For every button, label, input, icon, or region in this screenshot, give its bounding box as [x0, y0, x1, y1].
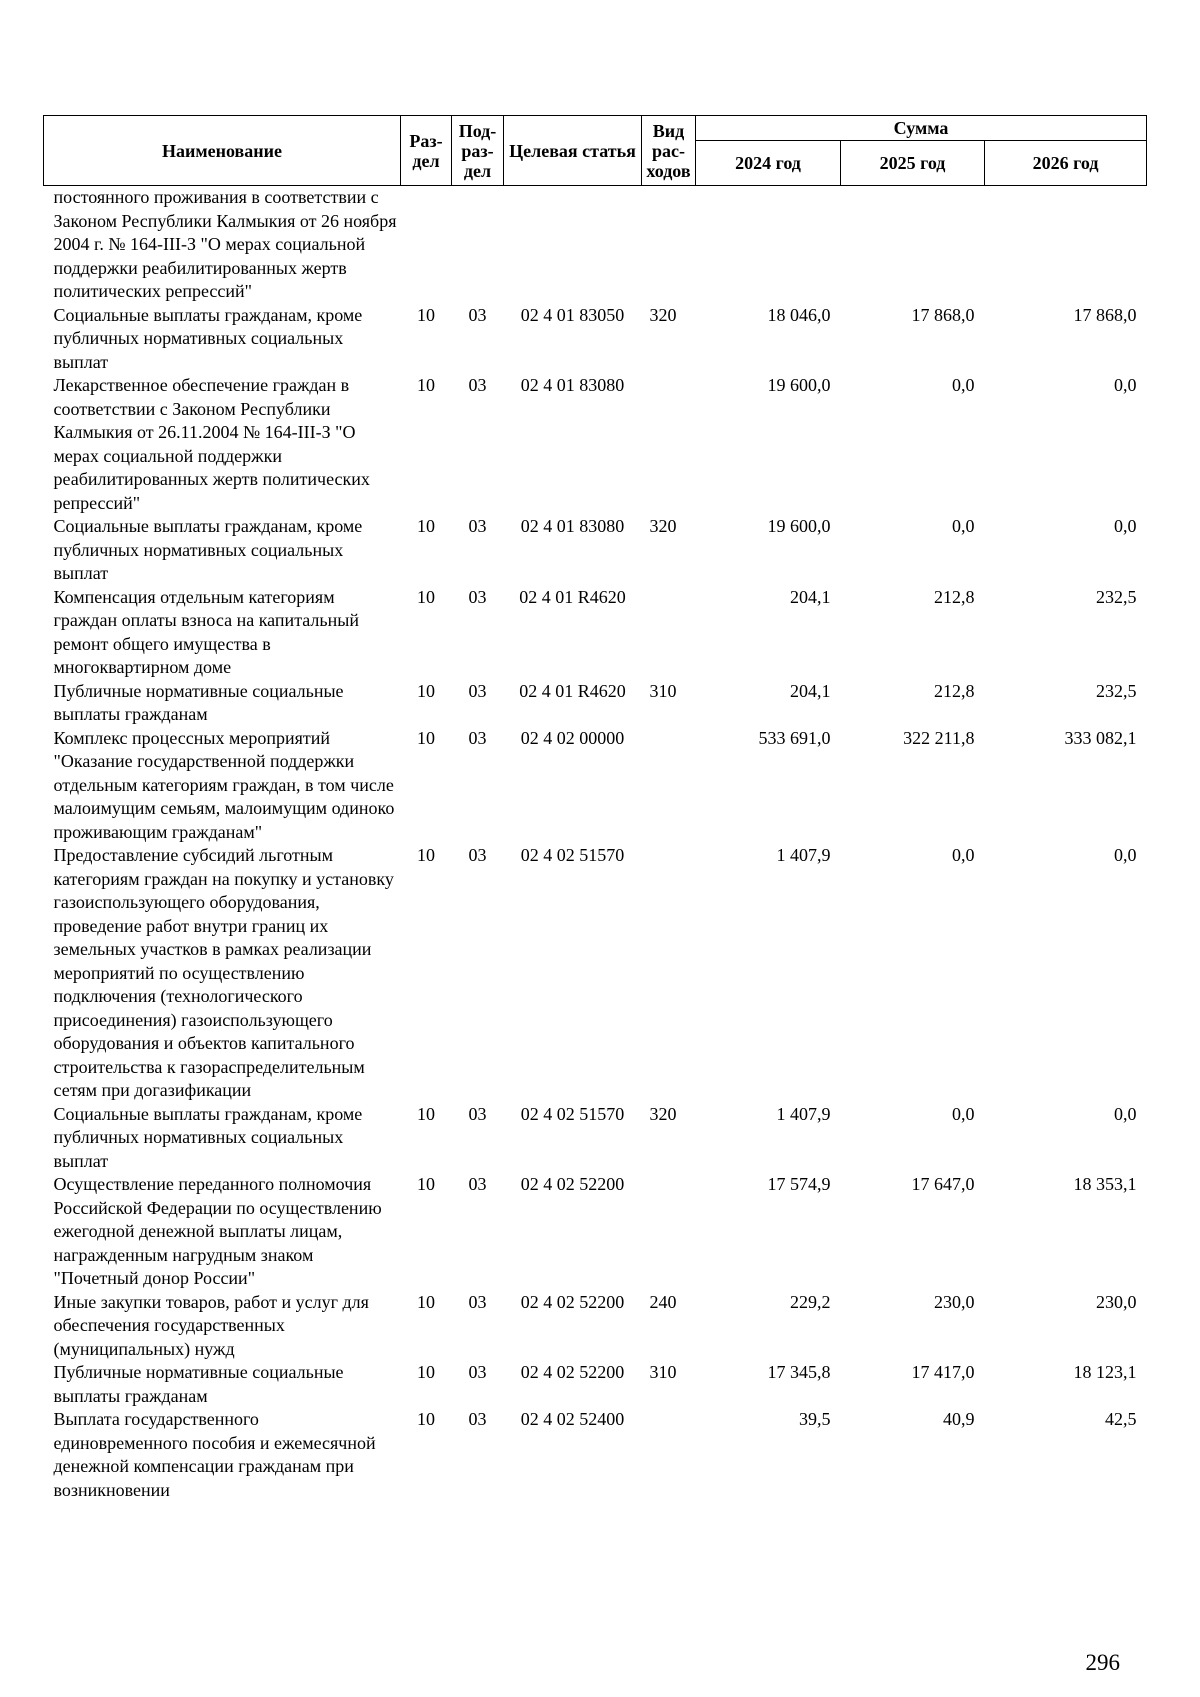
- table-row: [44, 844, 1147, 1103]
- row-sum-2024: 1 407,9: [776, 1103, 831, 1124]
- table-row: [44, 186, 1147, 304]
- row-name: Лекарственное обеспечение граждан в соответствии с Законом Республики Калмыкия от 26.11.2004 № 164-III-З "О мерах социальной поддержки реабилитированных жертв политических репрессий": [53, 375, 370, 513]
- row-sum-2025: 212,8: [934, 586, 975, 607]
- row-name: Иные закупки товаров, работ и услуг для обеспечения государственных (муниципальных) нужд: [53, 1291, 369, 1359]
- header-2026: 2026 год: [985, 141, 1147, 186]
- header-podrazdel: Под-раз-дел: [452, 116, 504, 186]
- row-vid: 320: [649, 516, 677, 536]
- row-celevaya: 02 4 02 52200: [520, 1362, 625, 1382]
- row-vid: [642, 1408, 696, 1502]
- row-sum-2026: 18 123,1: [1073, 1362, 1137, 1382]
- row-name: Осуществление переданного полномочия Российской Федерации по осуществлению ежегодной денежной выплаты лицам, награжденным нагрудным знаком "Почетный донор России": [53, 1174, 382, 1288]
- row-sum-2026: 230,0: [1096, 1291, 1137, 1312]
- row-razdel: [401, 186, 452, 304]
- row-sum-2024: 17 574,9: [767, 1174, 831, 1194]
- row-sum-2025: 0,0: [952, 375, 975, 395]
- row-vid: [642, 844, 696, 1103]
- row-sum-2025: 230,0: [934, 1291, 975, 1312]
- row-sum-2026: 0,0: [1114, 1103, 1137, 1124]
- row-razdel: 10: [417, 375, 435, 395]
- row-podrazdel: [452, 186, 504, 304]
- row-name: Публичные нормативные социальные выплаты гражданам: [53, 680, 344, 724]
- budget-table: [43, 115, 1147, 1502]
- row-name: Социальные выплаты гражданам, кроме публичных нормативных социальных выплат: [53, 1103, 363, 1171]
- row-sum-2024: 19 600,0: [767, 516, 831, 536]
- row-razdel: 10: [417, 680, 435, 701]
- table-row: [44, 1173, 1147, 1291]
- row-celevaya: [504, 186, 642, 304]
- row-celevaya: 02 4 02 52400: [520, 1409, 625, 1429]
- row-sum-2025: 17 647,0: [911, 1174, 975, 1194]
- row-name: Публичные нормативные социальные выплаты гражданам: [53, 1362, 344, 1406]
- row-sum-2026: 0,0: [1114, 845, 1137, 865]
- row-sum-2025: 0,0: [952, 1103, 975, 1124]
- row-sum-2025: [841, 186, 985, 304]
- table-row: [44, 727, 1147, 845]
- row-vid: 310: [649, 1362, 677, 1382]
- table-row: [44, 515, 1147, 586]
- row-celevaya: 02 4 01 83080: [520, 375, 625, 395]
- row-sum-2024: 1 407,9: [776, 845, 831, 865]
- table-row: [44, 304, 1147, 375]
- header-vid: Вид рас-ходов: [642, 116, 696, 186]
- row-sum-2024: 204,1: [790, 586, 831, 607]
- row-razdel: 10: [417, 1409, 435, 1429]
- row-sum-2024: 204,1: [790, 680, 831, 701]
- row-name: Социальные выплаты гражданам, кроме публичных нормативных социальных выплат: [53, 304, 363, 372]
- row-razdel: 10: [417, 516, 435, 536]
- row-podrazdel: 03: [468, 1174, 487, 1194]
- table-row: [44, 680, 1147, 727]
- row-celevaya: 02 4 01 83050: [520, 304, 625, 325]
- header-2024: 2024 год: [696, 141, 841, 186]
- row-podrazdel: 03: [468, 1409, 487, 1429]
- row-razdel: 10: [417, 1291, 435, 1312]
- row-vid: 310: [649, 680, 677, 701]
- row-sum-2024: 39,5: [799, 1409, 831, 1429]
- row-vid: 240: [649, 1291, 677, 1312]
- table-row: [44, 1291, 1147, 1362]
- header-name: Наименование: [44, 116, 401, 186]
- row-razdel: 10: [417, 845, 435, 865]
- row-sum-2026: 232,5: [1096, 586, 1137, 607]
- row-sum-2024: 533 691,0: [758, 727, 831, 748]
- row-vid: [642, 586, 696, 680]
- row-sum-2025: 17 417,0: [911, 1362, 975, 1382]
- row-razdel: 10: [417, 1174, 435, 1194]
- row-sum-2026: 0,0: [1114, 516, 1137, 536]
- row-vid: 320: [649, 304, 677, 325]
- row-podrazdel: 03: [468, 304, 487, 325]
- header-razdel: Раз-дел: [401, 116, 452, 186]
- row-celevaya: 02 4 02 51570: [520, 1103, 625, 1124]
- row-razdel: 10: [417, 1362, 435, 1382]
- table-row: [44, 1408, 1147, 1502]
- row-podrazdel: 03: [468, 727, 487, 748]
- row-sum-2024: 18 046,0: [767, 304, 831, 325]
- table-body: [44, 186, 1147, 1503]
- row-sum-2024: 17 345,8: [767, 1362, 831, 1382]
- row-celevaya: 02 4 02 00000: [520, 727, 625, 748]
- row-razdel: 10: [417, 304, 435, 325]
- row-celevaya: 02 4 02 52200: [520, 1174, 625, 1194]
- row-name: постоянного проживания в соответствии с Законом Республики Калмыкия от 26 ноября 2004 г. № 164-III-З "О мерах социальной поддержки реабилитированных жертв политических репрессий": [53, 187, 397, 301]
- row-razdel: 10: [417, 1103, 435, 1124]
- row-sum-2026: 18 353,1: [1073, 1174, 1137, 1194]
- row-podrazdel: 03: [468, 1362, 487, 1382]
- row-celevaya: 02 4 01 83080: [520, 516, 625, 536]
- row-celevaya: 02 4 01 R4620: [519, 586, 626, 607]
- row-sum-2026: 17 868,0: [1073, 304, 1137, 325]
- row-podrazdel: 03: [468, 586, 487, 607]
- row-vid: [642, 1173, 696, 1291]
- row-sum-2025: 0,0: [952, 845, 975, 865]
- row-name: Компенсация отдельным категориям граждан оплаты взноса на капитальный ремонт общего имущества в многоквартирном доме: [53, 586, 359, 677]
- table-header: [44, 116, 1147, 186]
- row-sum-2025: 40,9: [943, 1409, 975, 1429]
- row-name: Социальные выплаты гражданам, кроме публичных нормативных социальных выплат: [53, 516, 363, 583]
- header-summa: Сумма: [696, 116, 1147, 141]
- header-celevaya: Целевая статья: [504, 116, 642, 186]
- row-vid: 320: [649, 1103, 677, 1124]
- row-sum-2026: 333 082,1: [1064, 727, 1137, 748]
- row-sum-2025: 0,0: [952, 516, 975, 536]
- row-razdel: 10: [417, 727, 435, 748]
- row-vid: [642, 727, 696, 845]
- row-sum-2024: 19 600,0: [767, 375, 831, 395]
- row-celevaya: 02 4 01 R4620: [519, 680, 626, 701]
- header-2025: 2025 год: [841, 141, 985, 186]
- row-podrazdel: 03: [468, 1103, 487, 1124]
- row-sum-2025: 17 868,0: [911, 304, 975, 325]
- table-row: [44, 1361, 1147, 1408]
- row-name: Комплекс процессных мероприятий "Оказание государственной поддержки отдельным категориям граждан, в том числе малоимущим семьям, малоимущим одиноко проживающим гражданам": [53, 727, 395, 842]
- row-vid: [642, 186, 696, 304]
- row-celevaya: 02 4 02 52200: [520, 1291, 625, 1312]
- table-row: [44, 586, 1147, 680]
- row-sum-2025: 322 211,8: [903, 727, 975, 748]
- row-sum-2026: 0,0: [1114, 375, 1137, 395]
- row-sum-2026: 232,5: [1096, 680, 1137, 701]
- row-podrazdel: 03: [468, 845, 487, 865]
- row-sum-2026: 42,5: [1105, 1409, 1137, 1429]
- table-row: [44, 374, 1147, 515]
- row-podrazdel: 03: [468, 1291, 487, 1312]
- row-sum-2024: 229,2: [790, 1291, 831, 1312]
- row-sum-2025: 212,8: [934, 680, 975, 701]
- table-row: [44, 1103, 1147, 1174]
- row-name: Предоставление субсидий льготным категориям граждан на покупку и установку газоиспользующего оборудования, проведение работ внутри границ их земельных участков в рамках реализации мероприятий по осуществлению подключения (технологического присоединения) газоиспользующего оборудования и объектов капитального строительства к газораспределительным сетям при догазификации: [53, 845, 394, 1100]
- row-vid: [642, 374, 696, 515]
- row-sum-2024: [696, 186, 841, 304]
- row-podrazdel: 03: [468, 375, 487, 395]
- page-number: 296: [1085, 1650, 1120, 1675]
- row-podrazdel: 03: [468, 516, 487, 536]
- row-podrazdel: 03: [468, 680, 487, 701]
- row-name: Выплата государственного единовременного пособия и ежемесячной денежной компенсации гражданам при возникновении: [53, 1409, 376, 1500]
- row-razdel: 10: [417, 586, 435, 607]
- row-sum-2026: [985, 186, 1147, 304]
- row-celevaya: 02 4 02 51570: [520, 845, 625, 865]
